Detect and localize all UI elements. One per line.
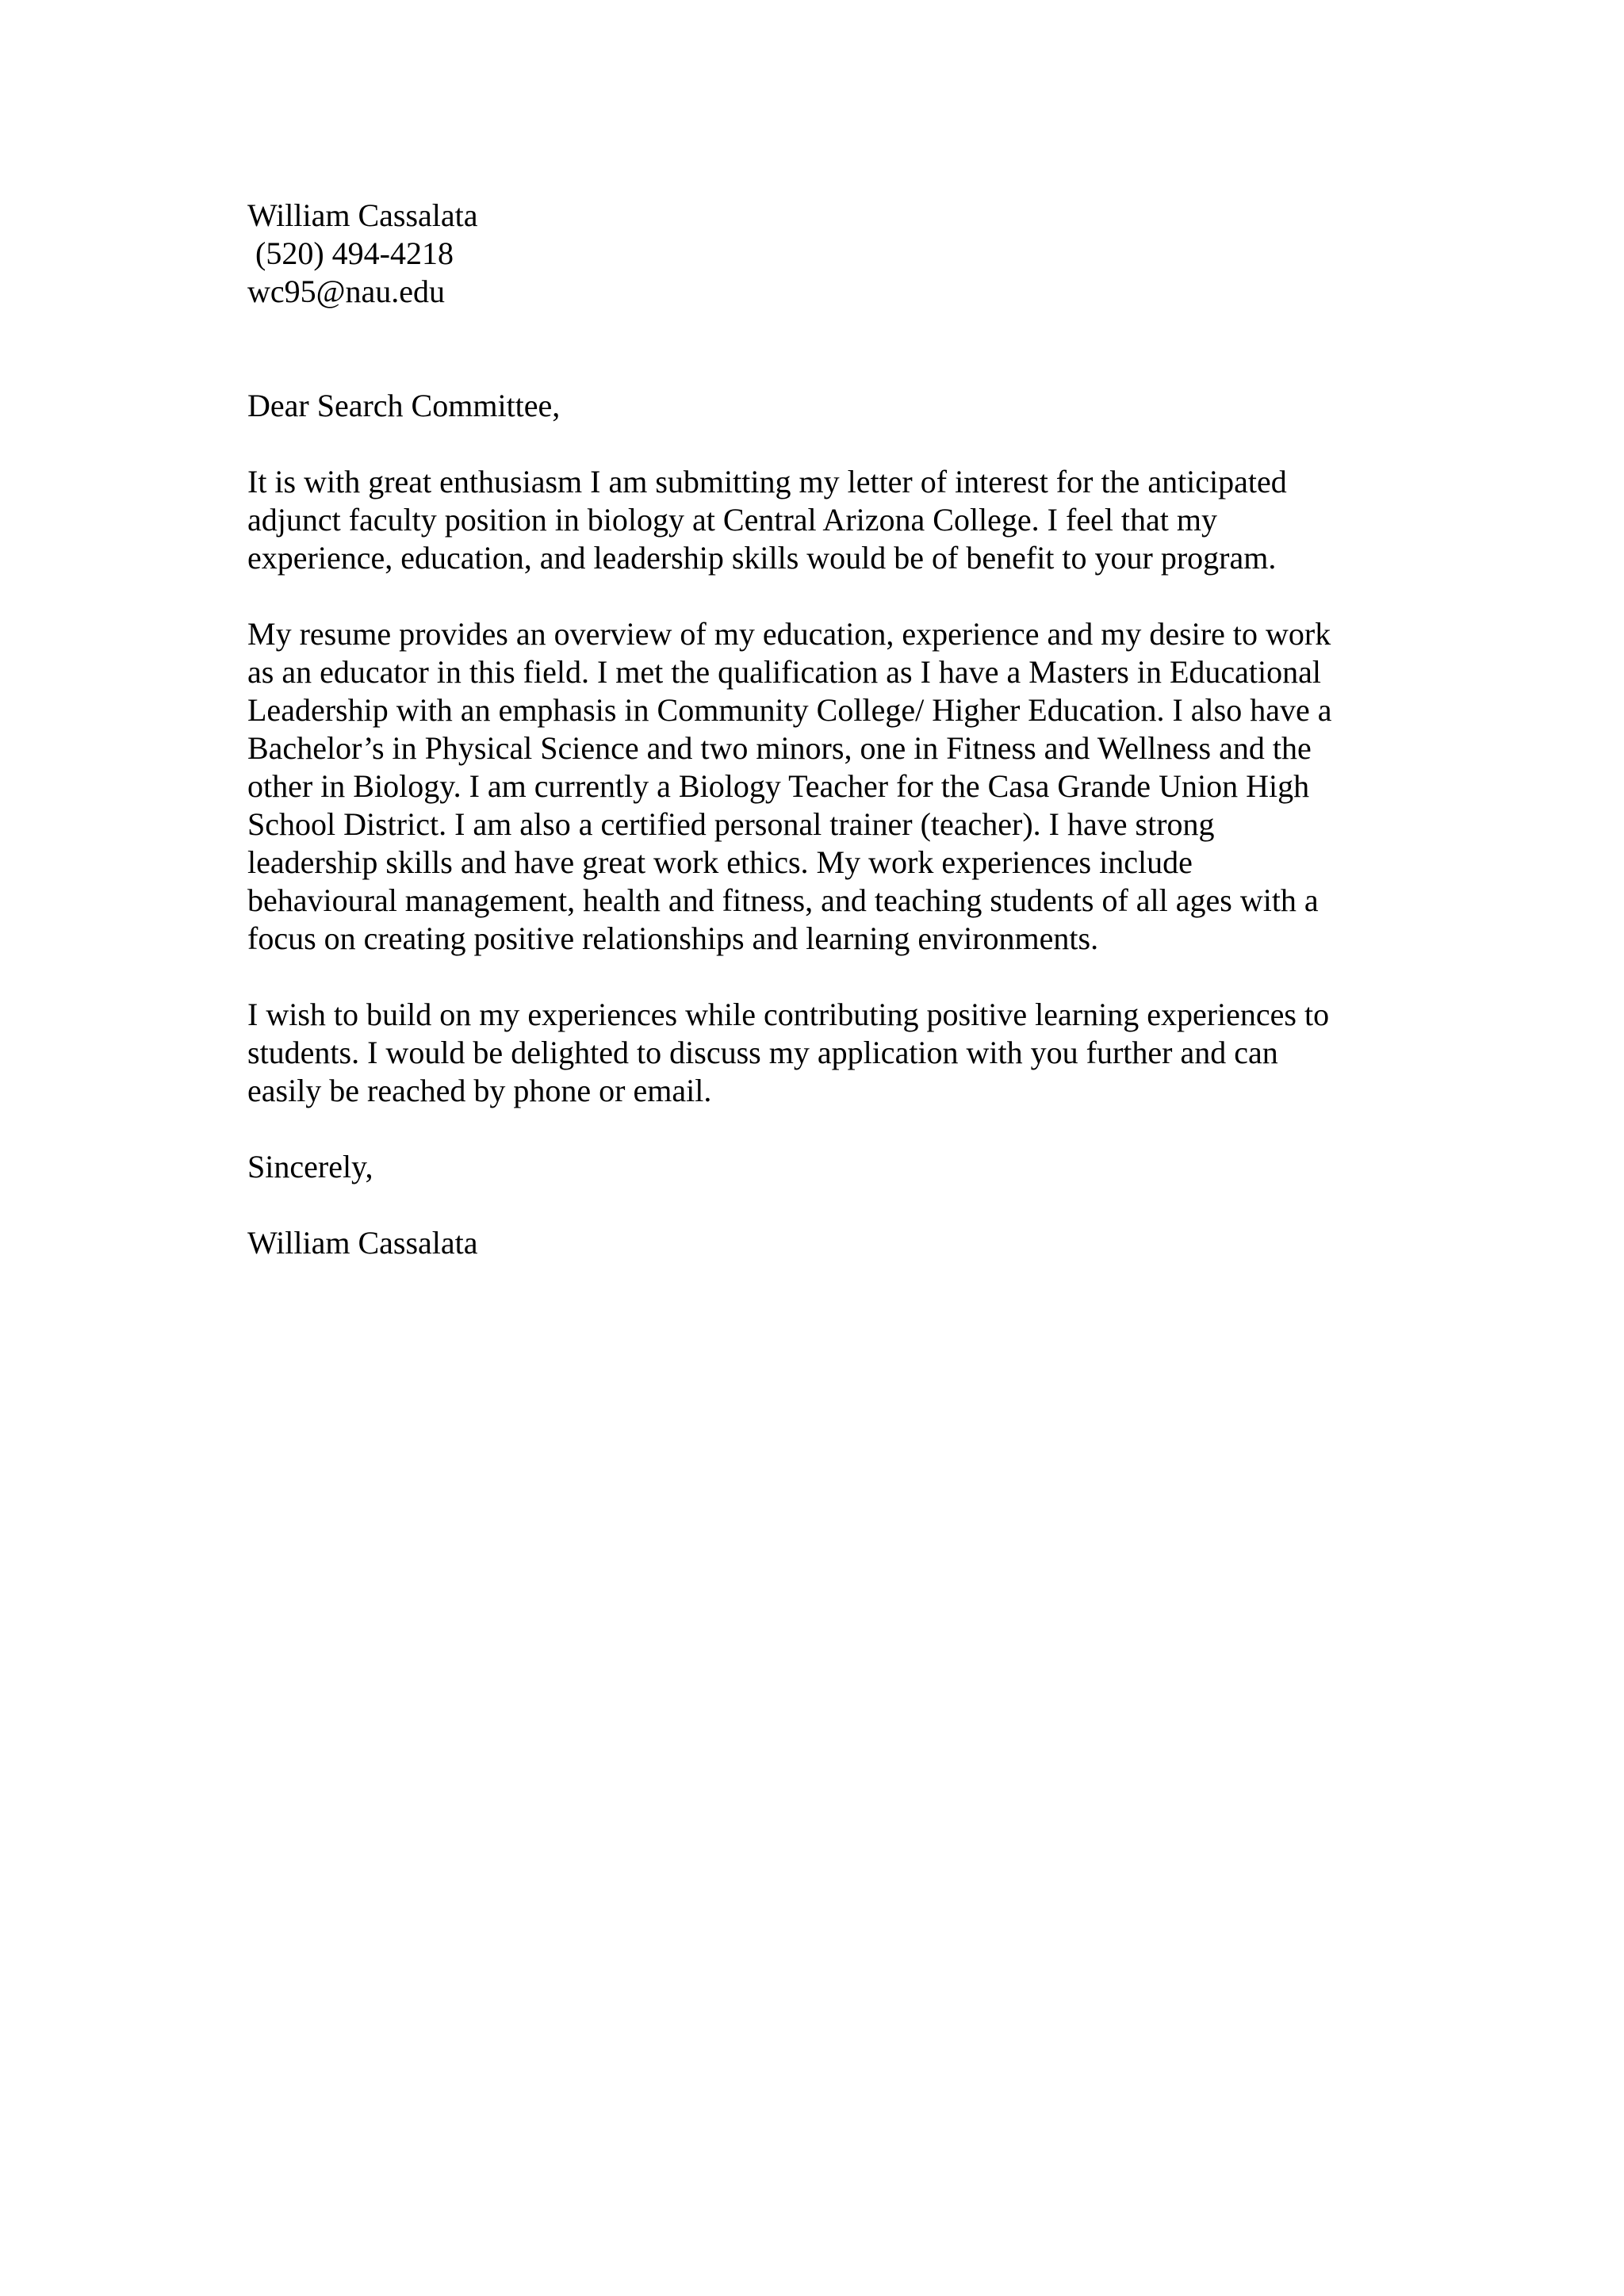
sender-email: wc95@nau.edu bbox=[247, 274, 445, 309]
paragraph-line: My resume provides an overview of my education, experience and my desire to work bbox=[247, 616, 1331, 652]
paragraph-line: students. I would be delighted to discuss my application with you further and can bbox=[247, 1035, 1278, 1070]
paragraph-intro bbox=[247, 463, 1397, 577]
paragraph-line: adjunct faculty position in biology at Central Arizona College. I feel that my bbox=[247, 502, 1218, 538]
paragraph-line: Leadership with an emphasis in Community College/ Higher Education. I also have a bbox=[247, 692, 1332, 728]
salutation: Dear Search Committee, bbox=[247, 388, 561, 423]
sender-contact-block bbox=[247, 197, 1397, 311]
cover-letter bbox=[247, 197, 1397, 1262]
paragraph-line: I wish to build on my experiences while contributing positive learning experiences to bbox=[247, 997, 1330, 1032]
complimentary-close: Sincerely, bbox=[247, 1149, 373, 1184]
paragraph-line: easily be reached by phone or email. bbox=[247, 1073, 712, 1108]
signature-name: William Cassalata bbox=[247, 1225, 478, 1261]
sender-name: William Cassalata bbox=[247, 197, 478, 233]
paragraph-qualifications bbox=[247, 615, 1397, 958]
paragraph-line: leadership skills and have great work ethics. My work experiences include bbox=[247, 844, 1193, 880]
paragraph-line: focus on creating positive relationships and learning environments. bbox=[247, 920, 1099, 956]
sender-phone: (520) 494-4218 bbox=[247, 235, 454, 271]
paragraph-line: other in Biology. I am currently a Biology Teacher for the Casa Grande Union High bbox=[247, 768, 1310, 804]
paragraph-line: It is with great enthusiasm I am submitting my letter of interest for the anticipated bbox=[247, 464, 1287, 499]
paragraph-line: Bachelor’s in Physical Science and two minors, one in Fitness and Wellness and the bbox=[247, 730, 1312, 766]
paragraph-closing-remarks bbox=[247, 996, 1397, 1110]
paragraph-line: behavioural management, health and fitness, and teaching students of all ages with a bbox=[247, 882, 1319, 918]
paragraph-line: School District. I am also a certified personal trainer (teacher). I have strong bbox=[247, 806, 1215, 842]
paragraph-line: experience, education, and leadership skills would be of benefit to your program. bbox=[247, 540, 1277, 576]
paragraph-line: as an educator in this field. I met the qualification as I have a Masters in Educational bbox=[247, 654, 1321, 690]
